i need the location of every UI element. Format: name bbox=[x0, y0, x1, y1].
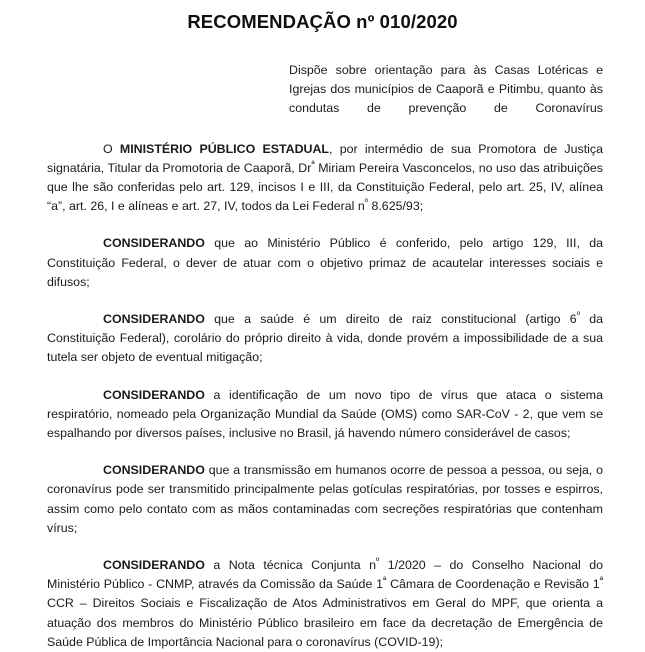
paragraph-considerando-3 bbox=[47, 386, 603, 444]
paragraph-lead-prefix: O bbox=[103, 141, 120, 156]
ementa-container bbox=[0, 33, 645, 119]
paragraph-considerando-4 bbox=[47, 461, 603, 538]
document-body bbox=[0, 140, 645, 652]
paragraph-lead-bold: CONSIDERANDO bbox=[103, 236, 205, 251]
paragraph-lead-bold: CONSIDERANDO bbox=[103, 312, 205, 327]
paragraph-text: que ao Ministério Público é conferido, pelo artigo 129, III, da Constituição Federal, o dever de atuar com o objetivo primaz de acautelar interesses sociais e difusos; bbox=[47, 236, 603, 289]
paragraph-considerando-2 bbox=[47, 310, 603, 368]
paragraph-preamble bbox=[47, 140, 603, 217]
paragraph-lead-bold: CONSIDERANDO bbox=[103, 387, 205, 402]
paragraph-text: a identificação de um novo tipo de vírus que ataca o sistema respiratório, nomeado pela Organização Mundial da Saúde (OMS) como SAR-CoV - 2, que vem se espalhando por diversos países, inclusive no Brasil, já havendo número considerável de casos; bbox=[47, 387, 603, 441]
paragraph-considerando-1 bbox=[47, 234, 603, 292]
paragraph-lead-bold: CONSIDERANDO bbox=[103, 558, 205, 573]
paragraph-text: a Nota técnica Conjunta $n^º$ 1/2020 – do Conselho Nacional do Ministério Público - CNMP, através da Comissão da Saúde $1^ª$ Câmara de Coordenação e Revisão $1^ª$ CCR – Direitos Sociais e Fiscalização de Atos Administrativos em Geral do MPF, que orienta a atuação dos membros do Ministério Público brasileiro em face da decretação de Emergência de Saúde Pública de Importância Nacional para o coronavírus (COVID-19); bbox=[47, 555, 603, 649]
ementa-text: Dispõe sobre orientação para às Casas Lotéricas e Igrejas dos municípios de Caaporã e Pitimbu, quanto às condutas de prevenção de Coronavírus bbox=[289, 63, 603, 116]
paragraph-text: que a saúde é um direito de raiz constitucional (artigo $6^º$ da Constituição Federal), corolário do próprio direito à vida, donde provém a impossibilidade de a sua tutela ser objeto de eventual mitigação; bbox=[47, 309, 603, 365]
paragraph-text: que a transmissão em humanos ocorre de pessoa a pessoa, ou seja, o coronavírus pode ser transmitido principalmente pelas gotículas respiratórias, por tosses e espirros, assim como pelo contato com as mãos contaminadas com secreções respiratórias que contenham vírus; bbox=[47, 463, 603, 535]
paragraph-text: , por intermédio de sua Promotora de Justiça signatária, Titular da Promotoria de Caaporã, $Dr^ª$ Miriam Pereira Vasconcelos, no uso das atribuições que lhe são conferidas pelo art. 129, incisos I e III, da Constituição Federal, pelo art. 25, IV, alínea “a”, art. 26, I e alíneas e art. 27, IV, todos da Lei Federal $n^º$ 8.625/93; bbox=[47, 141, 604, 214]
page-title: RECOMENDAÇÃO nº 010/2020 bbox=[187, 11, 458, 32]
paragraph-considerando-5 bbox=[47, 556, 603, 652]
paragraph-lead-bold: CONSIDERANDO bbox=[103, 463, 205, 478]
paragraph-lead-bold: MINISTÉRIO PÚBLICO ESTADUAL bbox=[119, 141, 330, 156]
